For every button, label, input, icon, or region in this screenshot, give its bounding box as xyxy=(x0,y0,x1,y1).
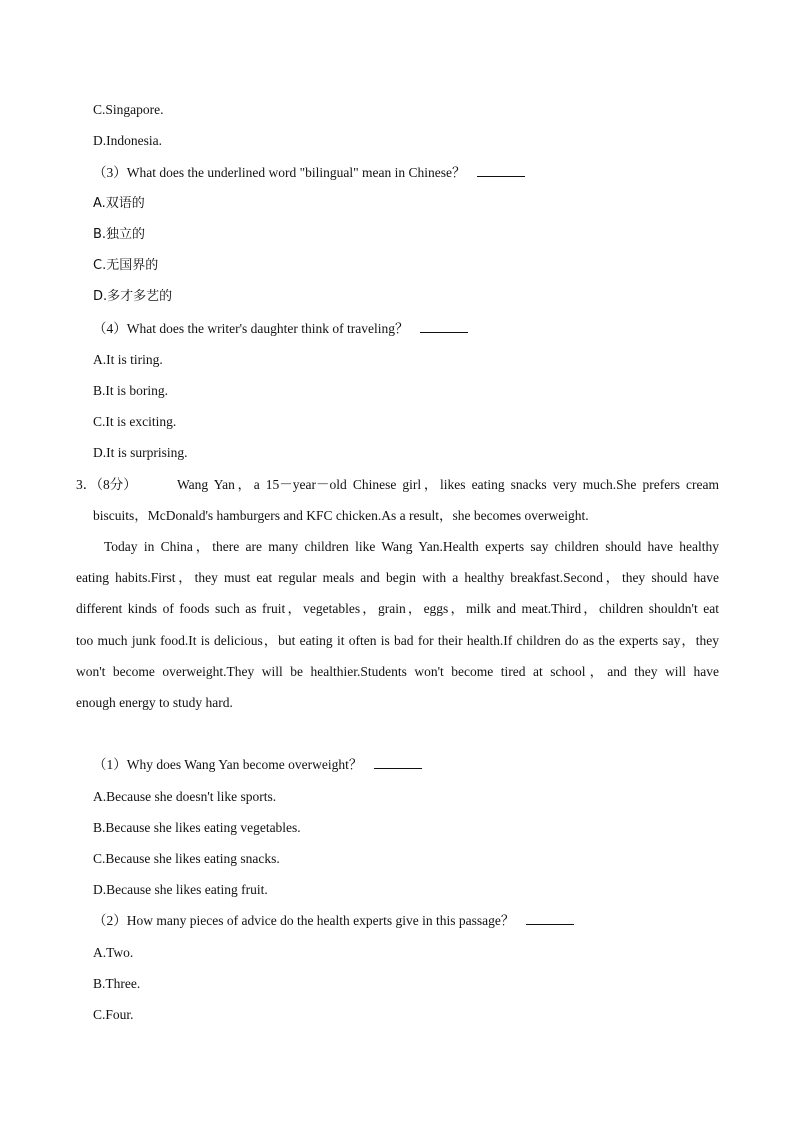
option-d: D.It is surprising. xyxy=(93,445,188,460)
sub-question-2 xyxy=(93,912,574,930)
passage-line: Today in China，there are many children like Wang Yan.Health experts say children should have healthy xyxy=(104,539,719,554)
option-b: B.Because she likes eating vegetables. xyxy=(93,820,301,835)
answer-blank[interactable] xyxy=(477,164,525,177)
option-a: A.Because she doesn't like sports. xyxy=(93,789,277,804)
passage-line: too much junk food.It is delicious，but eating it often is bad for their health.If children do as the experts say，they xyxy=(76,633,719,648)
passage-line: different kinds of foods such as fruit，vegetables，grain，eggs，milk and meat.Third，children shouldn't eat xyxy=(76,601,719,616)
option-c: C.Because she likes eating snacks. xyxy=(93,851,280,866)
option-d: D.多才多艺的 xyxy=(93,289,173,304)
sub-question-2-text: （2）How many pieces of advice do the health experts give in this passage？ xyxy=(93,913,515,928)
sub-question-1-text: （1）Why does Wang Yan become overweight？ xyxy=(93,757,363,772)
passage-line: eating habits.First，they must eat regular meals and begin with a healthy breakfast.Second，they should have xyxy=(76,570,719,585)
option-c: C.Singapore. xyxy=(93,102,164,117)
sub-question-3 xyxy=(93,164,525,182)
answer-blank[interactable] xyxy=(420,320,468,333)
option-a: A.Two. xyxy=(93,945,134,960)
sub-question-3-text: （3）What does the underlined word "bilingual" mean in Chinese？ xyxy=(93,165,466,180)
answer-blank[interactable] xyxy=(526,912,574,925)
option-c: C.Four. xyxy=(93,1007,134,1022)
option-b: B.It is boring. xyxy=(93,383,169,398)
option-d: D.Indonesia. xyxy=(93,133,162,148)
passage-line: enough energy to study hard. xyxy=(76,695,233,710)
option-d: D.Because she likes eating fruit. xyxy=(93,882,268,897)
option-b: B.Three. xyxy=(93,976,141,991)
question-3-number: 3．（8分） xyxy=(76,477,137,492)
passage-line: biscuits，McDonald's hamburgers and KFC chicken.As a result，she becomes overweight. xyxy=(93,508,589,523)
option-c: C.无国界的 xyxy=(93,258,159,273)
option-b: B.独立的 xyxy=(93,227,146,242)
option-a: A.双语的 xyxy=(93,196,145,211)
passage-line: won't become overweight.They will be healthier.Students won't become tired at school，and they will have xyxy=(76,664,719,679)
option-c: C.It is exciting. xyxy=(93,414,177,429)
sub-question-4-text: （4）What does the writer's daughter think of traveling？ xyxy=(93,321,409,336)
answer-blank[interactable] xyxy=(374,756,422,769)
passage-line: Wang Yan，a 15－year－old Chinese girl，likes eating snacks very much.She prefers cream xyxy=(177,477,719,492)
sub-question-1 xyxy=(93,756,422,774)
sub-question-4 xyxy=(93,320,468,338)
option-a: A.It is tiring. xyxy=(93,352,163,367)
